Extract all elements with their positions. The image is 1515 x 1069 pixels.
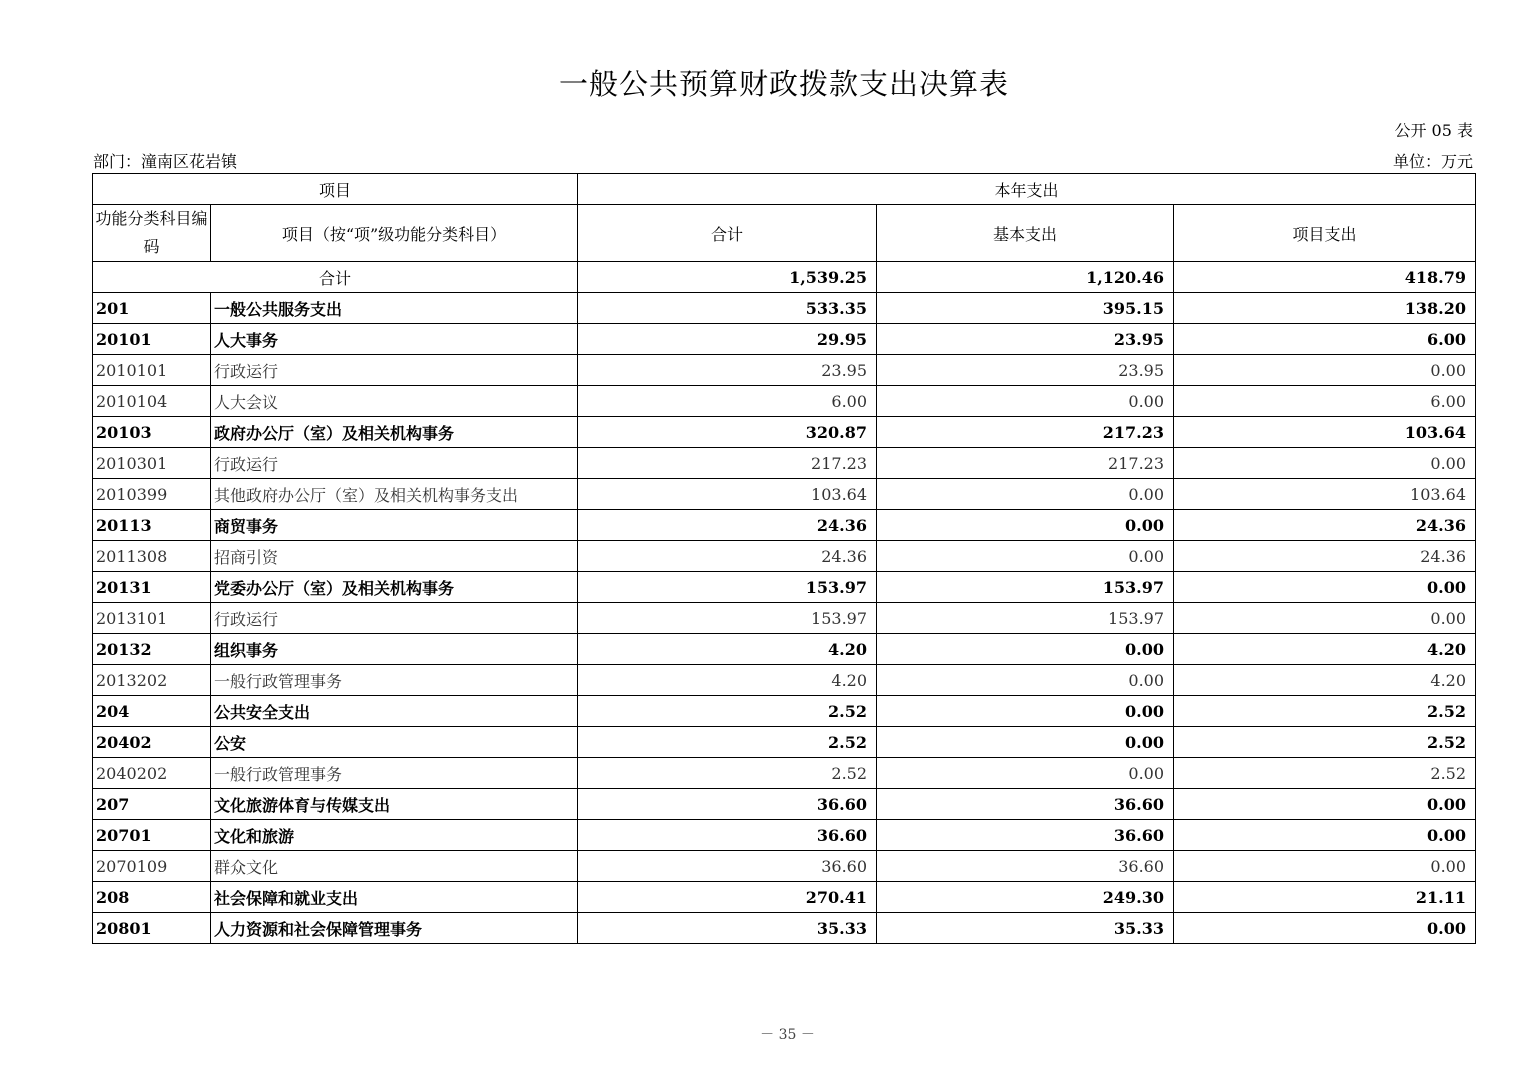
- table-row: [93, 417, 1476, 448]
- row-code: 207: [93, 789, 211, 820]
- header-row-2: [93, 205, 1476, 262]
- row-total: 35.33: [578, 913, 877, 944]
- row-name: 一般公共服务支出: [211, 293, 578, 324]
- row-basic: 0.00: [877, 665, 1174, 696]
- row-code: 20402: [93, 727, 211, 758]
- unit-label: 单位：万元: [1392, 152, 1473, 171]
- row-project: 2.52: [1174, 696, 1476, 727]
- row-name: 一般行政管理事务: [211, 758, 578, 789]
- row-project: 2.52: [1174, 758, 1476, 789]
- total-basic: 1,120.46: [877, 262, 1174, 293]
- row-total: 24.36: [578, 541, 877, 572]
- row-basic: 0.00: [877, 386, 1174, 417]
- row-project: 0.00: [1174, 603, 1476, 634]
- table-row: [93, 665, 1476, 696]
- table-row: [93, 448, 1476, 479]
- row-basic: 249.30: [877, 882, 1174, 913]
- row-basic: 23.95: [877, 324, 1174, 355]
- row-name: 公共安全支出: [211, 696, 578, 727]
- row-basic: 0.00: [877, 696, 1174, 727]
- row-total: 533.35: [578, 293, 877, 324]
- table-row: [93, 882, 1476, 913]
- table-row: [93, 355, 1476, 386]
- row-project: 0.00: [1174, 572, 1476, 603]
- table-body: [93, 293, 1476, 944]
- row-project: 24.36: [1174, 510, 1476, 541]
- row-basic: 36.60: [877, 851, 1174, 882]
- row-name: 文化旅游体育与传媒支出: [211, 789, 578, 820]
- row-total: 29.95: [578, 324, 877, 355]
- row-project: 21.11: [1174, 882, 1476, 913]
- row-name: 其他政府办公厅（室）及相关机构事务支出: [211, 479, 578, 510]
- row-name: 一般行政管理事务: [211, 665, 578, 696]
- row-name: 商贸事务: [211, 510, 578, 541]
- row-code: 2010104: [93, 386, 211, 417]
- row-basic: 35.33: [877, 913, 1174, 944]
- header-code: 功能分类科目编码: [93, 205, 211, 262]
- row-name: 人大事务: [211, 324, 578, 355]
- row-total: 23.95: [578, 355, 877, 386]
- row-code: 2070109: [93, 851, 211, 882]
- table-row: [93, 851, 1476, 882]
- total-label: 合计: [93, 262, 578, 293]
- row-code: 20113: [93, 510, 211, 541]
- row-project: 103.64: [1174, 417, 1476, 448]
- row-code: 2010301: [93, 448, 211, 479]
- row-project: 0.00: [1174, 789, 1476, 820]
- row-total: 2.52: [578, 727, 877, 758]
- table-row: [93, 541, 1476, 572]
- row-name: 组织事务: [211, 634, 578, 665]
- table-row: [93, 634, 1476, 665]
- header-project: 项目支出: [1174, 205, 1476, 262]
- header-this-year: 本年支出: [578, 174, 1476, 205]
- row-name: 人大会议: [211, 386, 578, 417]
- table-row: [93, 758, 1476, 789]
- row-basic: 217.23: [877, 448, 1174, 479]
- row-code: 20801: [93, 913, 211, 944]
- row-total: 320.87: [578, 417, 877, 448]
- row-code: 20701: [93, 820, 211, 851]
- table-row: [93, 386, 1476, 417]
- row-total: 153.97: [578, 603, 877, 634]
- row-code: 2013202: [93, 665, 211, 696]
- row-name: 党委办公厅（室）及相关机构事务: [211, 572, 578, 603]
- row-code: 20101: [93, 324, 211, 355]
- row-project: 103.64: [1174, 479, 1476, 510]
- row-basic: 153.97: [877, 603, 1174, 634]
- row-project: 4.20: [1174, 634, 1476, 665]
- row-total: 4.20: [578, 634, 877, 665]
- row-name: 社会保障和就业支出: [211, 882, 578, 913]
- table-row: [93, 324, 1476, 355]
- row-total: 153.97: [578, 572, 877, 603]
- row-project: 0.00: [1174, 820, 1476, 851]
- row-code: 2010101: [93, 355, 211, 386]
- row-code: 20103: [93, 417, 211, 448]
- row-total: 36.60: [578, 789, 877, 820]
- row-project: 24.36: [1174, 541, 1476, 572]
- row-basic: 0.00: [877, 727, 1174, 758]
- header-row-1: [93, 174, 1476, 205]
- row-code: 2040202: [93, 758, 211, 789]
- row-total: 2.52: [578, 696, 877, 727]
- row-code: 2010399: [93, 479, 211, 510]
- row-code: 20132: [93, 634, 211, 665]
- row-name: 行政运行: [211, 355, 578, 386]
- row-project: 138.20: [1174, 293, 1476, 324]
- row-basic: 0.00: [877, 758, 1174, 789]
- header-item: 项目: [93, 174, 578, 205]
- row-total: 36.60: [578, 820, 877, 851]
- header-total: 合计: [578, 205, 877, 262]
- table-row: [93, 510, 1476, 541]
- row-basic: 395.15: [877, 293, 1174, 324]
- table-row: [93, 572, 1476, 603]
- row-name: 政府办公厅（室）及相关机构事务: [211, 417, 578, 448]
- row-name: 行政运行: [211, 448, 578, 479]
- page-number: － 35 －: [760, 1027, 815, 1043]
- row-total: 36.60: [578, 851, 877, 882]
- table-row: [93, 603, 1476, 634]
- row-total: 2.52: [578, 758, 877, 789]
- expenditure-table: [92, 173, 1476, 944]
- table-row: [93, 913, 1476, 944]
- header-name: 项目（按“项”级功能分类科目）: [211, 205, 578, 262]
- table-row: [93, 696, 1476, 727]
- row-code: 2011308: [93, 541, 211, 572]
- row-project: 0.00: [1174, 913, 1476, 944]
- row-basic: 217.23: [877, 417, 1174, 448]
- table-row: [93, 727, 1476, 758]
- total-row: [93, 262, 1476, 293]
- row-basic: 0.00: [877, 634, 1174, 665]
- row-project: 0.00: [1174, 355, 1476, 386]
- row-basic: 36.60: [877, 820, 1174, 851]
- row-code: 204: [93, 696, 211, 727]
- row-basic: 23.95: [877, 355, 1174, 386]
- row-project: 0.00: [1174, 448, 1476, 479]
- row-total: 6.00: [578, 386, 877, 417]
- row-basic: 0.00: [877, 541, 1174, 572]
- row-name: 文化和旅游: [211, 820, 578, 851]
- row-name: 公安: [211, 727, 578, 758]
- row-project: 2.52: [1174, 727, 1476, 758]
- row-name: 人力资源和社会保障管理事务: [211, 913, 578, 944]
- row-total: 103.64: [578, 479, 877, 510]
- row-name: 招商引资: [211, 541, 578, 572]
- row-name: 群众文化: [211, 851, 578, 882]
- row-project: 0.00: [1174, 851, 1476, 882]
- row-code: 2013101: [93, 603, 211, 634]
- row-basic: 0.00: [877, 479, 1174, 510]
- row-code: 208: [93, 882, 211, 913]
- header-basic: 基本支出: [877, 205, 1174, 262]
- total-sum: 1,539.25: [578, 262, 877, 293]
- table-number: 公开 05 表: [1394, 121, 1473, 140]
- row-code: 201: [93, 293, 211, 324]
- department-label: 部门：潼南区花岩镇: [93, 152, 238, 171]
- row-basic: 153.97: [877, 572, 1174, 603]
- row-project: 4.20: [1174, 665, 1476, 696]
- row-project: 6.00: [1174, 324, 1476, 355]
- row-total: 4.20: [578, 665, 877, 696]
- row-total: 270.41: [578, 882, 877, 913]
- row-total: 24.36: [578, 510, 877, 541]
- row-total: 217.23: [578, 448, 877, 479]
- row-basic: 0.00: [877, 510, 1174, 541]
- row-name: 行政运行: [211, 603, 578, 634]
- row-code: 20131: [93, 572, 211, 603]
- row-project: 6.00: [1174, 386, 1476, 417]
- table-row: [93, 820, 1476, 851]
- table-row: [93, 789, 1476, 820]
- table-row: [93, 293, 1476, 324]
- total-project: 418.79: [1174, 262, 1476, 293]
- table-row: [93, 479, 1476, 510]
- page-title: 一般公共预算财政拨款支出决算表: [558, 67, 1009, 101]
- row-basic: 36.60: [877, 789, 1174, 820]
